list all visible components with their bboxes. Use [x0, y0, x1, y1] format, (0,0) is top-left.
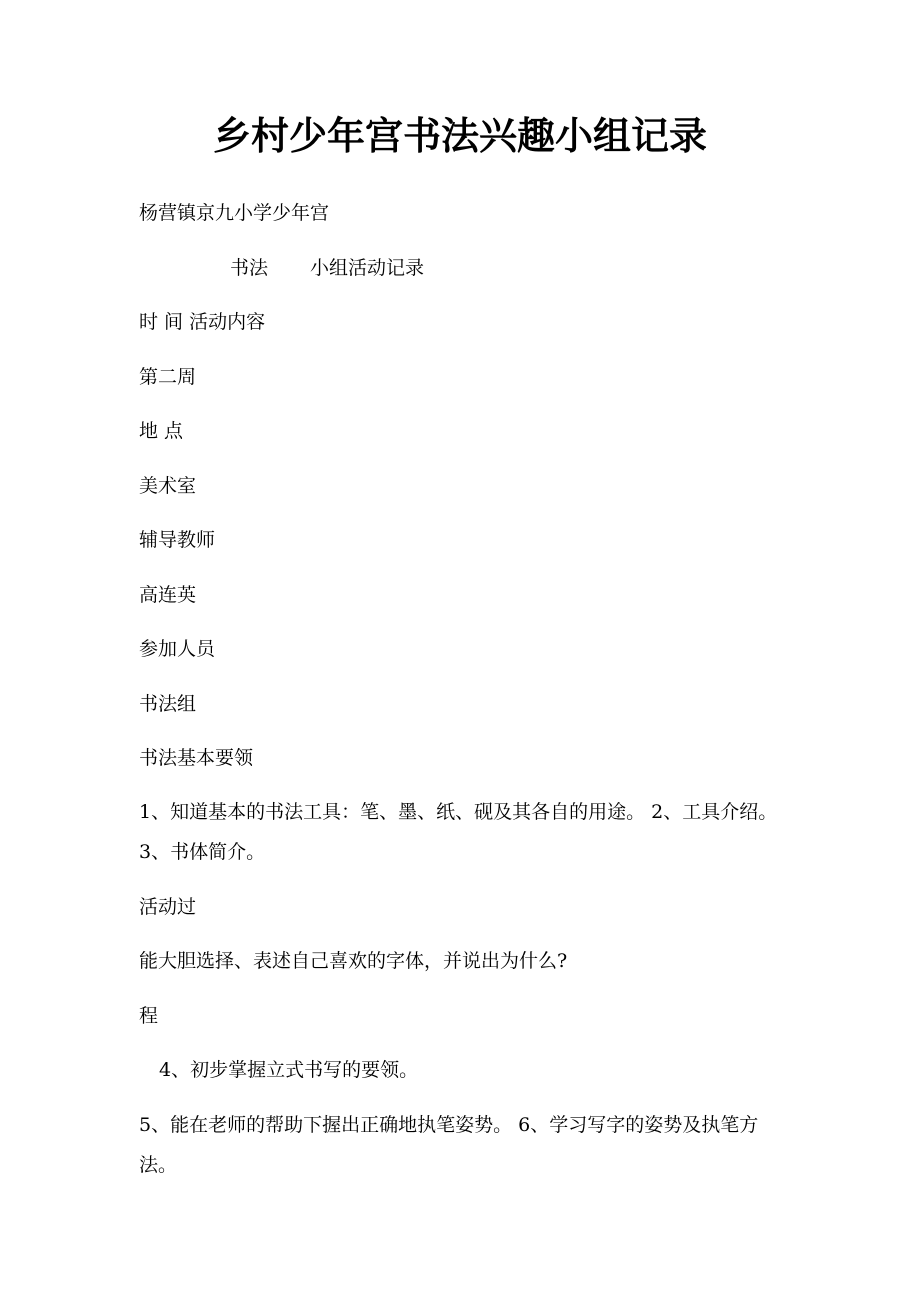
- document-title: 乡村少年宫书法兴趣小组记录: [212, 114, 707, 158]
- activity-items-5-6: 5、能在老师的帮助下握出正确地执笔姿势。 6、学习写字的姿势及执笔方法。: [139, 1114, 759, 1176]
- school-name: 杨营镇京九小学少年宫: [139, 202, 330, 224]
- activity-item-4: 4、初步掌握立式书写的要领。: [159, 1059, 419, 1081]
- process-label-part1: 活动过: [139, 896, 197, 918]
- activity-items-1-3: 1、知道基本的书法工具：笔、墨、纸、砚及其各自的用途。 2、工具介绍。 3、书体简介。: [139, 801, 784, 863]
- location-label: 地 点: [139, 420, 184, 442]
- location-value: 美术室: [139, 475, 197, 497]
- week-value: 第二周: [139, 366, 197, 388]
- record-label: 小组活动记录: [310, 257, 425, 279]
- teacher-value: 高连英: [139, 584, 197, 606]
- time-content-header: 时 间 活动内容: [139, 311, 266, 333]
- process-label-part2: 程: [139, 1005, 159, 1027]
- activity-topic: 书法基本要领: [139, 747, 254, 769]
- record-heading: [230, 248, 880, 288]
- subject-label: 书法: [230, 257, 269, 279]
- participants-value: 书法组: [139, 693, 197, 715]
- participants-label: 参加人员: [139, 638, 216, 660]
- choose-font-text: 能大胆选择、表述自己喜欢的字体，并说出为什么?: [139, 950, 568, 972]
- teacher-label: 辅导教师: [139, 529, 216, 551]
